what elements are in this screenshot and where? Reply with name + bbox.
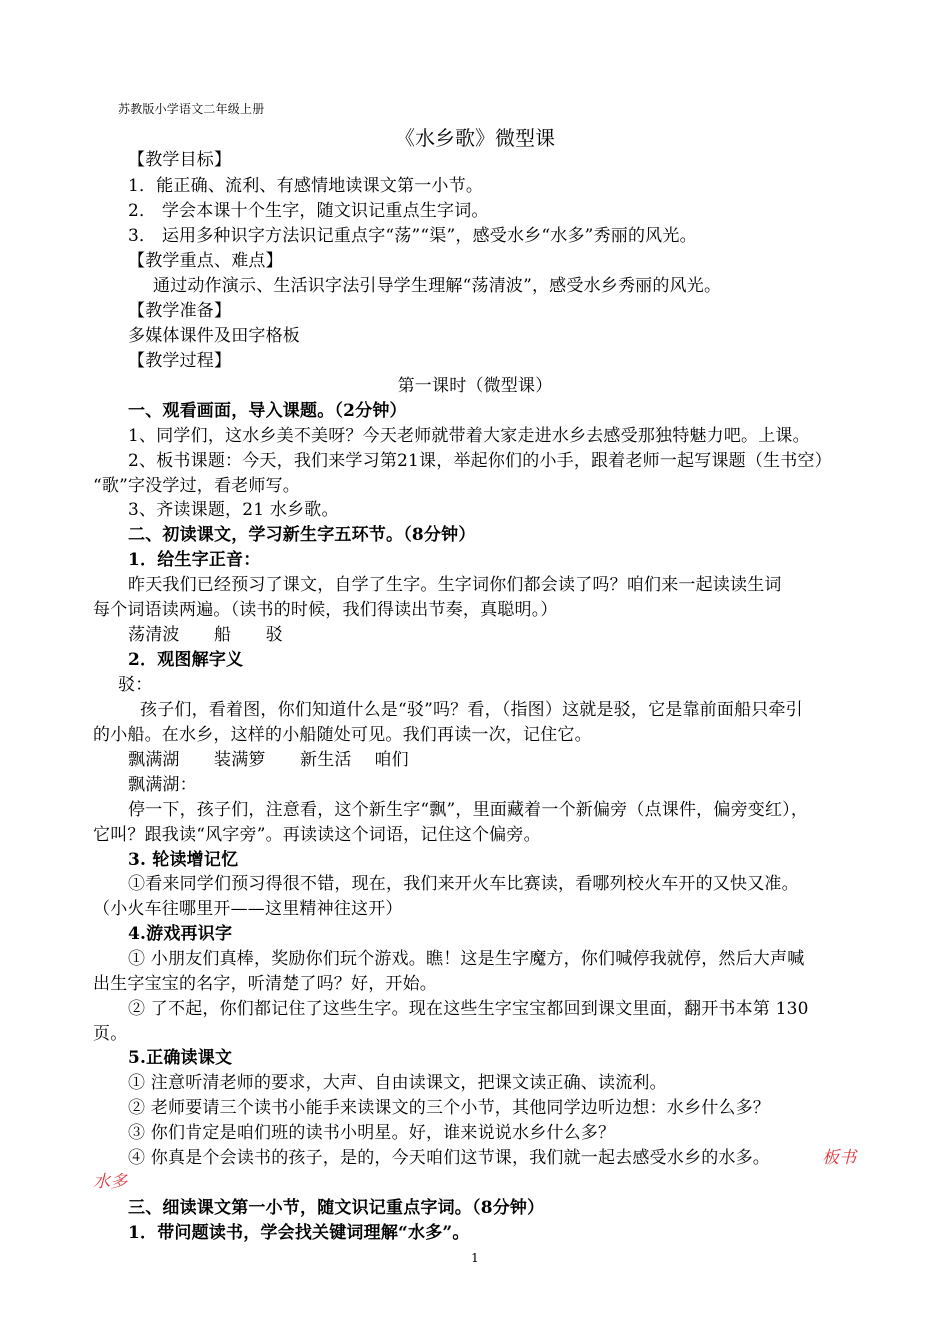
subsection-heading: 2．观图解字义 — [128, 650, 244, 670]
body-line: 1、同学们，这水乡美不美呀？今天老师就带着大家走进水乡去感受那独特魅力吧。上课。 — [128, 426, 810, 446]
body-line: 每个词语读两遍。（读书的时候，我们得读出节奏，真聪明。） — [93, 600, 558, 620]
board-note: 板书 — [822, 1148, 857, 1168]
body-line: ① 注意听清老师的要求，大声、自由读课文，把课文读正确、读流利。 — [128, 1073, 667, 1093]
vocab-line: 飘满湖 装满箩 新生活 咱们 — [128, 750, 409, 770]
document-title: 《水乡歌》微型课 — [395, 126, 555, 150]
body-line: 3、齐读课题，21 水乡歌。 — [128, 500, 339, 520]
subsection-heading: 1．带问题读书，学会找关键词理解“水多”。 — [128, 1223, 470, 1243]
section-heading: 三、细读课文第一小节，随文识记重点字词。（8分钟） — [128, 1198, 545, 1218]
goal-item: 2． 学会本课十个生字，随文识记重点生字词。 — [128, 201, 489, 221]
body-line: 它叫？跟我读“风字旁”。再读读这个词语，记住这个偏旁。 — [93, 825, 541, 845]
lesson-title: 第一课时（微型课） — [397, 376, 553, 396]
body-line: 2、板书课题：今天，我们来学习第21课，举起你们的小手，跟着老师一起写课题（生书空） — [128, 451, 832, 471]
body-line: ①看来同学们预习得很不错，现在，我们来开火车比赛读，看哪列校火车开的又快又准。 — [128, 874, 799, 894]
subsection-heading: 5.正确读课文 — [128, 1048, 233, 1068]
focus-text: 通过动作演示、生活识字法引导学生理解“荡清波”，感受水乡秀丽的风光。 — [153, 276, 722, 296]
goal-item: 3． 运用多种识字方法识记重点字“荡”“渠”，感受水乡“水多”秀丽的风光。 — [128, 226, 697, 246]
body-line: 孩子们，看着图，你们知道什么是“驳”吗？看，（指图）这就是驳，它是靠前面船只牵引 — [140, 700, 803, 720]
section-heading: 二、初读课文，学习新生字五环节。（8分钟） — [128, 525, 476, 545]
body-line: 昨天我们已经预习了课文，自学了生字。生字词你们都会读了吗？咱们来一起读读生词 — [128, 575, 782, 595]
body-line: 页。 — [93, 1024, 128, 1044]
page-header: 苏教版小学语文二年级上册 — [118, 102, 265, 116]
prep-heading: 【教学准备】 — [128, 301, 232, 321]
goal-item: 1．能正确、流利、有感情地读课文第一小节。 — [128, 176, 484, 196]
goals-heading: 【教学目标】 — [128, 150, 232, 170]
body-line: ④ 你真是个会读书的孩子，是的，今天咱们这节课，我们就一起去感受水乡的水多。 — [128, 1148, 771, 1168]
body-line: （小火车往哪里开——这里精神往这开） — [93, 899, 403, 919]
body-line: 的小船。在水乡，这样的小船随处可见。我们再读一次，记住它。 — [93, 725, 592, 745]
subsection-heading: 3. 轮读增记忆 — [128, 850, 239, 870]
body-line: ③ 你们肯定是咱们班的读书小明星。好，谁来说说水乡什么多？ — [128, 1123, 616, 1143]
subsection-heading: 4.游戏再识字 — [128, 924, 233, 944]
process-heading: 【教学过程】 — [128, 351, 232, 371]
focus-heading: 【教学重点、难点】 — [128, 251, 283, 271]
body-line: 出生字宝宝的名字，听清楚了吗？好，开始。 — [93, 974, 437, 994]
board-note: 水多 — [93, 1172, 128, 1192]
body-line: ② 了不起，你们都记住了这些生字。现在这些生字宝宝都回到课文里面，翻开书本第 130 — [128, 999, 809, 1019]
vocab-line: 荡清波 船 驳 — [128, 625, 283, 645]
body-line: ① 小朋友们真棒，奖励你们玩个游戏。瞧！这是生字魔方，你们喊停我就停，然后大声喊 — [128, 949, 805, 969]
subsection-heading: 1．给生字正音： — [128, 550, 261, 570]
prep-text: 多媒体课件及田字格板 — [128, 326, 300, 346]
page-number: 1 — [471, 1251, 479, 1265]
body-line: 驳： — [118, 675, 153, 695]
section-heading: 一、观看画面，导入课题。（2分钟） — [128, 401, 407, 421]
body-line: 停一下，孩子们，注意看，这个新生字“飘”，里面藏着一个新偏旁（点课件，偏旁变红）， — [128, 800, 809, 820]
body-line: ② 老师要请三个读书小能手来读课文的三个小节，其他同学边听边想：水乡什么多？ — [128, 1098, 771, 1118]
body-line: 飘满湖： — [128, 775, 197, 795]
body-line: “歌”字没学过，看老师写。 — [93, 476, 300, 496]
